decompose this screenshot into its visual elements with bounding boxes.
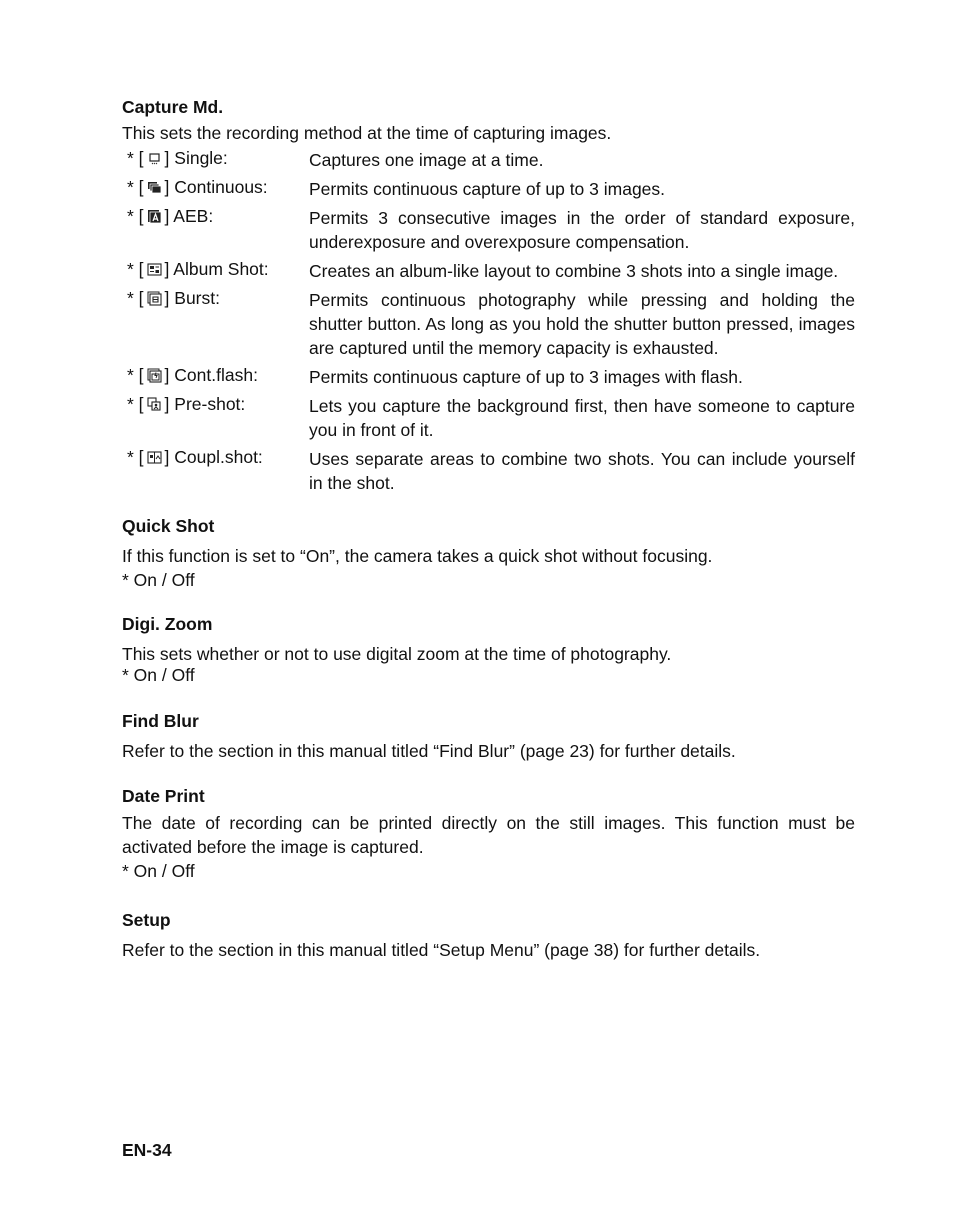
couple-shot-icon	[147, 450, 162, 465]
setup-section	[122, 909, 855, 962]
capture-mode-single: * [ ] Single: Captures one image at a time.	[122, 148, 855, 172]
capture-mode-continuous: * [ ] Continuous: Permits continuous capture of up to 3 images.	[122, 177, 855, 201]
capture-mode-cont-flash: * [ ] Cont.flash: Permits continuous capture of up to 3 images with flash.	[122, 365, 855, 389]
mode-description: Permits continuous capture of up to 3 images.	[309, 179, 666, 199]
page-number: EN-34	[122, 1140, 172, 1160]
aeb-icon	[147, 209, 162, 224]
mode-description: Lets you capture the background first, then have someone to capture you in front of it.	[309, 396, 855, 440]
date-print-options: * On / Off	[122, 861, 195, 881]
date-print-heading: Date Print	[122, 786, 205, 806]
find-blur-heading: Find Blur	[122, 711, 199, 731]
find-blur-section	[122, 710, 855, 763]
continuous-icon	[147, 180, 162, 195]
digi-zoom-text: This sets whether or not to use digital zoom at the time of photography.	[122, 644, 672, 664]
setup-text: Refer to the section in this manual titled “Setup Menu” (page 38) for further details.	[122, 940, 761, 960]
capture-mode-couple-shot: * [ ] Coupl.shot: Uses separate areas to combine two shots. You can include yourself in the shot.	[127, 447, 855, 493]
digi-zoom-heading: Digi. Zoom	[122, 614, 213, 634]
mode-description: Permits 3 consecutive images in the order of standard exposure, underexposure and overexposure compensation.	[309, 208, 855, 252]
capture-md-heading: Capture Md.	[122, 97, 224, 117]
capture-mode-burst: * [ ] Burst: Permits continuous photography while pressing and holding the shutter button. As long as you hold the shutter button pressed, images are captured until the memory capacity is exhausted.	[127, 288, 855, 358]
digi-zoom-options: * On / Off	[122, 665, 195, 685]
capture-mode-list	[122, 148, 855, 495]
digi-zoom-section	[122, 613, 855, 684]
mode-description: Uses separate areas to combine two shots. You can include yourself in the shot.	[309, 449, 855, 493]
capture-md-intro: This sets the recording method at the time of capturing images.	[122, 123, 612, 143]
date-print-text: The date of recording can be printed directly on the still images. This function must be activated before the image is captured.	[122, 813, 855, 857]
mode-description: Captures one image at a time.	[309, 150, 544, 170]
mode-description: Permits continuous photography while pressing and holding the shutter button. As long as you hold the shutter button pressed, images are captured until the memory capacity is exhausted.	[309, 290, 855, 358]
quick-shot-heading: Quick Shot	[122, 516, 215, 536]
capture-mode-pre-shot: * [ ] Pre-shot: Lets you capture the background first, then have someone to capture you in front of it.	[127, 394, 855, 440]
find-blur-text: Refer to the section in this manual titled “Find Blur” (page 23) for further details.	[122, 741, 736, 761]
capture-mode-aeb: * [ ] AEB: Permits 3 consecutive images in the order of standard exposure, underexposure and overexposure compensation.	[127, 206, 855, 252]
date-print-section	[122, 785, 855, 883]
album-shot-icon	[147, 262, 162, 277]
burst-icon	[147, 291, 162, 306]
pre-shot-icon	[147, 397, 162, 412]
capture-md-section	[122, 96, 855, 495]
mode-description: Permits continuous capture of up to 3 images with flash.	[309, 367, 743, 387]
quick-shot-text: If this function is set to “On”, the camera takes a quick shot without focusing.	[122, 546, 713, 566]
capture-mode-album-shot: * [ ] Album Shot: Creates an album-like layout to combine 3 shots into a single image.	[122, 259, 855, 283]
quick-shot-section	[122, 515, 855, 592]
manual-page	[122, 96, 855, 962]
quick-shot-options: * On / Off	[122, 570, 195, 590]
mode-description: Creates an album-like layout to combine 3 shots into a single image.	[309, 261, 839, 281]
single-shot-icon	[147, 151, 162, 166]
cont-flash-icon	[147, 368, 162, 383]
setup-heading: Setup	[122, 910, 171, 930]
